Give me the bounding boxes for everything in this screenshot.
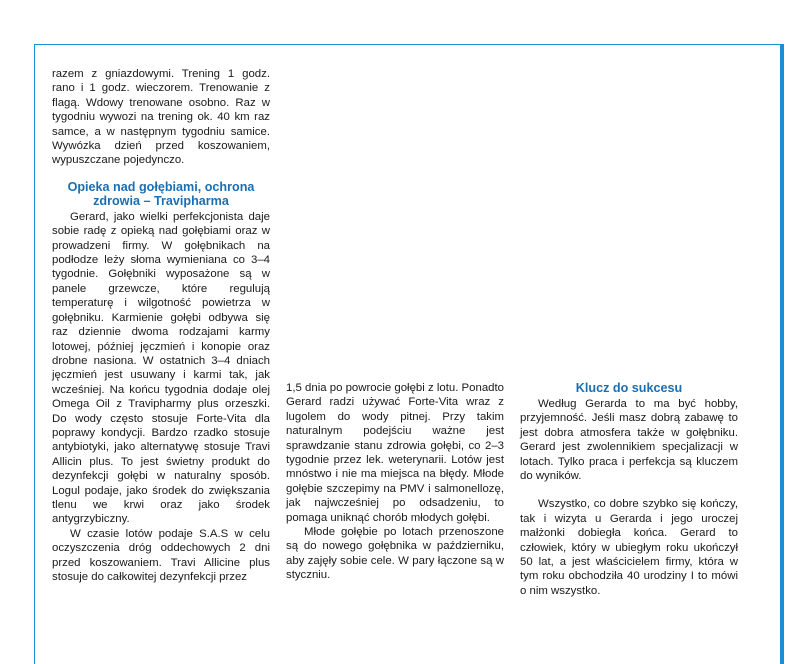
column-middle	[286, 381, 504, 583]
column-right	[520, 381, 738, 598]
paragraph-training: razem z gniazdowymi. Trening 1 godz. rano i 1 godz. wieczorem. Trenowanie z flagą. Wdowy trenowane osobno. Raz w tygodniu wywozi na trening ok. 40 km raz samce, a w następnym tygodniu samice. Wywózka dzień przed koszowaniem, wypuszczane pojedynczo.	[52, 68, 270, 167]
paragraph-spacer	[520, 483, 738, 497]
section-heading-success: Klucz do sukcesu	[575, 381, 683, 395]
section-heading-health: Opieka nad gołębiami, ochrona zdrowia – Travipharma	[67, 179, 255, 208]
column-left	[52, 67, 270, 584]
paragraph-young-pigeons: Młode gołębie po lotach przenoszone są do nowego gołębnika w październiku, aby zajęły sobie cele. W pary łączone są w styczniu.	[286, 526, 504, 582]
paragraph-hobby: Według Gerarda to ma być hobby, przyjemność. Jeśli masz dobrą zabawę to jest dobra atmosfera także w gołębniku. Gerard jest zwolennikiem specjalizacji w lotach. Tylko praca i perfekcja są kluczem do wyników.	[520, 398, 738, 483]
paragraph-ending: Wszystko, co dobre szybko się kończy, tak i wizyta u Gerarda i jego uroczej małżonki dobiegła końca. Gerard to człowiek, który w ubiegłym roku ukończył 50 lat, a jest właścicielem firmy, która w tym roku obchodziła 40 urodziny I to mówi o nim wszystko.	[520, 498, 738, 597]
paragraph-flights: W czasie lotów podaje S.A.S w celu oczyszczenia dróg oddechowych 2 dni przed koszowaniem. Travi Allicine plus stosuje do całkowitej dezynfekcji przez	[52, 527, 270, 583]
paragraph-care: Gerard, jako wielki perfekcjonista daje sobie radę z opieką nad gołębiami oraz w prowadzeni firmy. W gołębnikach na podłodze leży słoma wymieniana co 3–4 tygodnie. Gołębniki wyposażone są w panele grzewcze, które regulują temperaturę i wilgotność powietrza w gołębniku. Karmienie gołębi odbywa się raz dziennie dwoma rodzajami karmy lotowej, później jęczmień i konopie oraz drobne nasiona. W ostatnich 3–4 dniach jęczmień jest usuwany i karmi tak, jak wcześniej. Na końcu tygodnia dodaje olej Omega Oil z Travipharmy plus orzeszki. Do wody często stosuje Forte-Vita dla poprawy kondycji. Bardzo rzadko stosuje antybiotyki, jako alternatywę stosuje Travi Allicin plus. To jest świetny produkt do dezynfekcji gołębi w naturalny sposób. Logul podaje, jako środek do zwiększania tlenu we krwi oraz jako środek antygrzybiczny.	[52, 210, 270, 526]
paragraph-forte-vita: 1,5 dnia po powrocie gołębi z lotu. Ponadto Gerard radzi używać Forte-Vita wraz z lugolem do wody pitnej. Przy takim naturalnym podejściu ważne jest sprawdzanie stanu zdrowia gołębi, co 2–3 tygodnie przez lek. weterynarii. Lotów jest mnóstwo i nie ma miejsca na błędy. Młode gołębie szczepimy na PMV i salmonellozę, jak najwcześniej po odsadzeniu, to pomaga uniknąć chorób młodych gołębi.	[286, 382, 504, 524]
